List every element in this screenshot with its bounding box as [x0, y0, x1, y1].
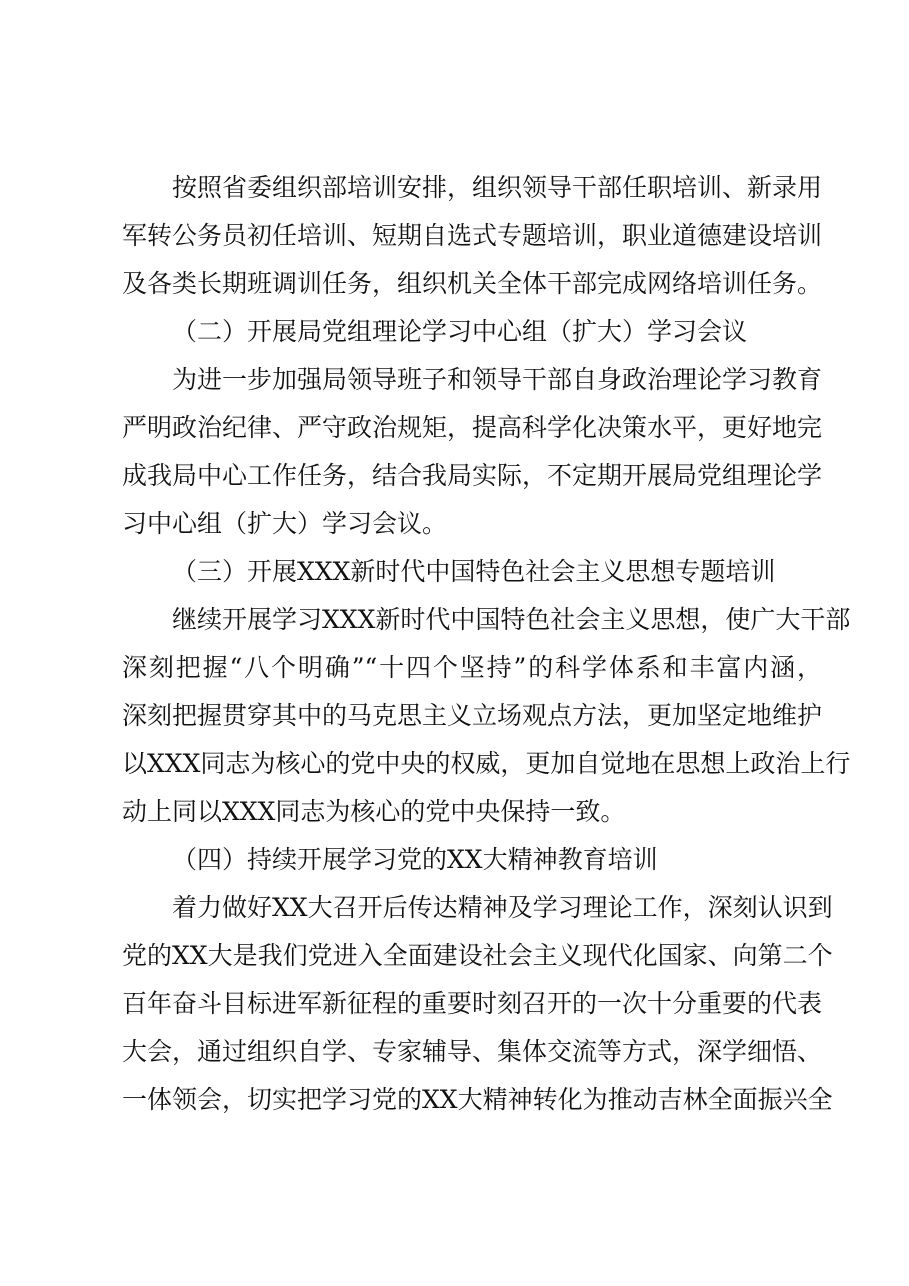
paragraph-thought-training: [122, 596, 851, 836]
paragraph-study-meeting: [122, 356, 822, 548]
text-line: 按照省委组织部培训安排，组织领导干部任职培训、新录用: [172, 173, 823, 202]
text-line: 一体领会，切实把学习党的XX大精神转化为推动吉林全面振兴全: [122, 1085, 833, 1114]
heading-text: （二）开展局党组理论学习中心组（扩大）学习会议: [172, 317, 748, 346]
text-line: 动上同以XXX同志为核心的党中央保持一致。: [122, 797, 626, 826]
document-body: [122, 164, 851, 1124]
text-line: 深刻把握贯穿其中的马克思主义立场观点方法，更加坚定地维护: [122, 701, 823, 730]
text-line: 继续开展学习XXX新时代中国特色社会主义思想，使广大干部: [172, 605, 851, 634]
text-line: 成我局中心工作任务，结合我局实际，不定期开展局党组理论学: [122, 461, 823, 490]
paragraph-congress-spirit: [122, 884, 833, 1124]
text-line: 深刻把握“八个明确”“十四个坚持”的科学体系和丰富内涵，: [122, 653, 822, 682]
text-line: 军转公务员初任培训、短期自选式专题培训，职业道德建设培训: [122, 221, 823, 250]
section-heading-4: [122, 836, 822, 884]
section-heading-2: [122, 308, 822, 356]
text-line: 大会，通过组织自学、专家辅导、集体交流等方式，深学细悟、: [122, 1037, 823, 1066]
text-line: 着力做好XX大召开后传达精神及学习理论工作，深刻认识到: [172, 893, 833, 922]
paragraph-training-arrangement: [122, 164, 822, 308]
heading-text: （四）持续开展学习党的XX大精神教育培训: [172, 845, 658, 874]
heading-text: （三）开展XXX新时代中国特色社会主义思想专题培训: [172, 557, 776, 586]
text-line: 以XXX同志为核心的党中央的权威，更加自觉地在思想上政治上行: [122, 749, 851, 778]
text-line: 百年奋斗目标进军新征程的重要时刻召开的一次十分重要的代表: [122, 989, 823, 1018]
section-heading-3: [122, 548, 822, 596]
text-line: 严明政治纪律、严守政治规矩，提高科学化决策水平，更好地完: [122, 413, 823, 442]
text-line: 为进一步加强局领导班子和领导干部自身政治理论学习教育: [172, 365, 823, 394]
text-line: 党的XX大是我们党进入全面建设社会主义现代化国家、向第二个: [122, 941, 833, 970]
text-line: 习中心组（扩大）学习会议。: [122, 509, 448, 538]
text-line: 及各类长期班调训任务，组织机关全体干部完成网络培训任务。: [122, 269, 823, 298]
